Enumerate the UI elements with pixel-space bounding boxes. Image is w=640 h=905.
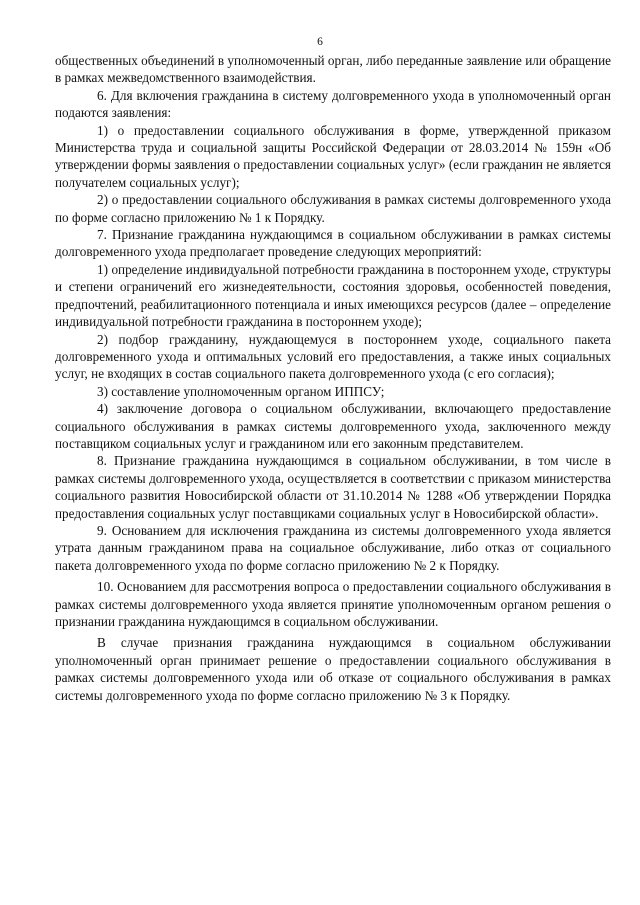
paragraph-clause-7-item-3: 3) составление уполномоченным органом ИППСУ; [97, 383, 385, 399]
paragraph-clause-7: 7. Признание гражданина нуждающимся в социальном обслуживании в рамках системы долговременного ухода предполагает проведение следующих мероприятий: [55, 227, 611, 260]
paragraph-clause-6: 6. Для включения гражданина в систему долговременного ухода в уполномоченный орган подаются заявления: [55, 87, 611, 121]
paragraph-clause-6-item-1: 1) о предоставлении социального обслуживания в форме, утвержденной приказом Министерства труда и социальной защиты Российской Федерации от 28.03.2014 № 159н «Об утверждении формы заявления о предоставлении социальных услуг» (если гражданин не является получателем социальных услуг); [55, 122, 611, 190]
document-body [55, 52, 611, 704]
paragraph-clause-10-continuation: В случае признания гражданина нуждающимся в социальном обслуживании уполномоченный орган принимает решение о предоставлении социального обслуживания в рамках системы долговременного ухода или об отказе от социального обслуживания в рамках системы долговременного ухода по форме согласно приложению № 3 к Порядку. [55, 635, 611, 703]
paragraph-clause-7-item-2: 2) подбор гражданину, нуждающемуся в постороннем уходе, социального пакета долговременного ухода и оптимальных условий его предоставления, а также иных социальных услуг, не входящих в состав социального пакета долговременного ухода (с его согласия); [55, 331, 611, 382]
paragraph-clause-7-item-4: 4) заключение договора о социальном обслуживании, включающего предоставление социального обслуживания в рамках системы долговременного ухода, заключенного между поставщиком социальных услуг и гражданином или его законным представителем. [55, 401, 611, 451]
paragraph-continuation: общественных объединений в уполномоченный орган, либо переданные заявление или обращение в рамках межведомственного взаимодействия. [55, 53, 611, 86]
paragraph-clause-9: 9. Основанием для исключения гражданина из системы долговременного ухода является утрата данным гражданином права на социальное обслуживание, либо отказ от социального пакета долговременного ухода по форме согласно приложению № 2 к Порядку. [55, 522, 611, 573]
paragraph-clause-8: 8. Признание гражданина нуждающимся в социальном обслуживании, в том числе в рамках системы долговременного ухода, осуществляется в соответствии с приказом министерства социального развития Новосибирской области от 31.10.2014 № 1288 «Об утверждении Порядка предоставления социальных услуг поставщиками социальных услуг в Новосибирской области». [55, 453, 611, 521]
paragraph-clause-10: 10. Основанием для рассмотрения вопроса о предоставлении социального обслуживания в рамках системы долговременного ухода является принятие уполномоченным органом решения о признании гражданина нуждающимся в социальном обслуживании. [55, 579, 611, 629]
page-number: 6 [317, 36, 323, 48]
paragraph-clause-7-item-1: 1) определение индивидуальной потребности гражданина в постороннем уходе, структуры и степени ограничений его жизнедеятельности, состояния здоровья, особенностей поведения, предпочтений, реабилитационного потенциала и иных имеющихся ресурсов (далее – определение индивидуальной потребности гражданина в постороннем уходе); [55, 261, 611, 330]
paragraph-clause-6-item-2: 2) о предоставлении социального обслуживания в рамках системы долговременного ухода по форме согласно приложению № 1 к Порядку. [55, 192, 611, 225]
